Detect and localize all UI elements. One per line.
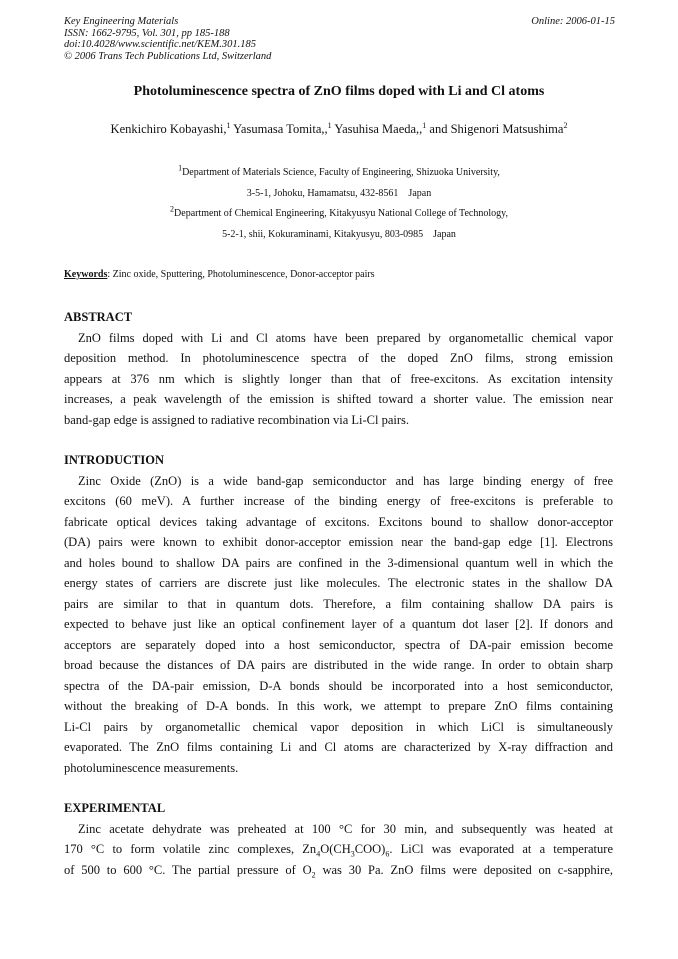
- section-heading: EXPERIMENTAL: [64, 801, 166, 815]
- author-name: Yasuhisa Maeda,: [331, 122, 420, 136]
- text-line: photoluminescence measurements.: [64, 760, 239, 775]
- keywords-text: : Zinc oxide, Sputtering, Photoluminescence, Donor-acceptor pairs: [107, 269, 375, 280]
- experimental-section: [64, 798, 613, 880]
- affiliation-1-line-1: $^1$Department of Materials Science, Faculty of Engineering, Shizuoka University,: [178, 163, 500, 178]
- introduction-section: [64, 450, 613, 778]
- author-affiliation-mark: 2: [563, 120, 568, 130]
- affiliation-1-line-2: 3-5-1, Johoku, Hamamatsu, 432-8561 Japan: [246, 188, 432, 199]
- author-affiliation-mark: 1: [226, 120, 231, 130]
- text-line: spectra of the DA-pair emission, D-A bonds should be incorporated into a host semiconductor,: [64, 678, 613, 693]
- text-line: evaporated. The ZnO films containing Li and Cl atoms are characterized by X-ray diffraction and: [64, 740, 613, 754]
- affiliation-2-line-2: 5-2-1, shii, Kokuraminami, Kitakyusyu, 803-0985 Japan: [222, 229, 456, 240]
- text-line: without the breaking of D-A bonds. In this work, we attempt to prepare ZnO films containing: [64, 699, 613, 713]
- abstract-section: [64, 307, 613, 430]
- text-line: pairs are similar to that in quantum dots. Therefore, a film containing shallow DA pairs is: [64, 596, 613, 611]
- text-line: and holes bound to shallow DA pairs are confined in the 3-dimensional quantum well in which the: [64, 555, 613, 570]
- section-heading: INTRODUCTION: [64, 453, 165, 467]
- text-line: acceptors are separately doped into a host semiconductor, spectra of DA-pair emission become: [64, 637, 613, 652]
- text-line: ZnO films doped with Li and Cl atoms have been prepared by organometallic chemical vapor: [78, 330, 613, 345]
- author-affiliation-mark: 1: [327, 120, 332, 130]
- text-line: deposition method. In photoluminescence spectra of the doped ZnO films, strong emission: [64, 351, 613, 365]
- keywords: [64, 269, 375, 280]
- text-line: Zinc Oxide (ZnO) is a wide band-gap semiconductor and has large binding energy of free: [78, 473, 613, 488]
- text-line-formula: of 500 to 600 °C. The partial pressure of $O_2$ was 30 Pa. ZnO films were deposited on c-sapphire,: [64, 862, 613, 879]
- text-line: broad because the distances of DA pairs are distributed in the wide range. In order to obtain sharp: [64, 658, 613, 672]
- journal-name: Key Engineering Materials: [64, 16, 179, 27]
- author-list: Kenkichiro Kobayashi,$^1$ Yasumasa Tomita,,$^1$ Yasuhisa Maeda,,$^1$ and Shigenori Matsushima$^2$: [110, 120, 568, 136]
- text-line: fabricate optical devices taking advantage of excitons. Excitons bound to shallow donor-acceptor: [64, 514, 613, 529]
- author-name: and Shigenori Matsushima: [426, 122, 564, 136]
- online-date: Online: 2006-01-15: [531, 16, 615, 27]
- text-line-formula: 170 °C to form volatile zinc complexes, $Zn_4O(CH_3COO)_6$. LiCl was evaporated at a temperature: [64, 842, 613, 859]
- paper-title: Photoluminescence spectra of ZnO films doped with Li and Cl atoms: [133, 84, 545, 99]
- text-line: expected to behave just like an optical confinement layer of a quantum dot laser [2]. If donors and: [64, 617, 613, 631]
- issn: ISSN: 1662-9795, Vol. 301, pp 185-188: [64, 27, 230, 39]
- text-line: appears at 376 nm which is slightly longer than that of free-excitons. As excitation intensity: [64, 371, 613, 386]
- text-line: excitons (60 meV). A further increase of the binding energy of free-excitons is preferable to: [64, 494, 613, 508]
- author-affiliation-mark: 1: [422, 120, 427, 130]
- text-line: Zinc acetate dehydrate was preheated at 100 °C for 30 min, and subsequently was heated at: [78, 821, 613, 836]
- text-line: band-gap edge is assigned to radiative recombination via Li-Cl pairs.: [64, 412, 410, 427]
- author-name: Yasumasa Tomita,: [230, 122, 325, 136]
- text-line: energy states of carriers are discrete just like molecules. The electronic states in the shallow DA: [64, 576, 613, 590]
- keywords-label: Keywords: [64, 269, 108, 280]
- affiliation-2-line-1: $^2$Department of Chemical Engineering, Kitakyusyu National College of Technology,: [170, 204, 508, 219]
- text-line: (DA) pairs were known to exhibit donor-acceptor emission near the band-gap edge [1]. Electrons: [64, 535, 613, 549]
- journal-info: [64, 16, 271, 62]
- author-name: Kenkichiro Kobayashi,: [110, 122, 227, 136]
- doi: doi:10.4028/www.scientific.net/KEM.301.185: [64, 39, 256, 50]
- copyright: © 2006 Trans Tech Publications Ltd, Switzerland: [64, 50, 272, 62]
- text-line: increases, a peak wavelength of the emission is shifted toward a shorter value. The emission near: [64, 392, 613, 406]
- text-line: Li-Cl pairs by organometallic chemical vapor deposition in which LiCl is simultaneously: [64, 719, 613, 734]
- section-heading: ABSTRACT: [64, 310, 133, 324]
